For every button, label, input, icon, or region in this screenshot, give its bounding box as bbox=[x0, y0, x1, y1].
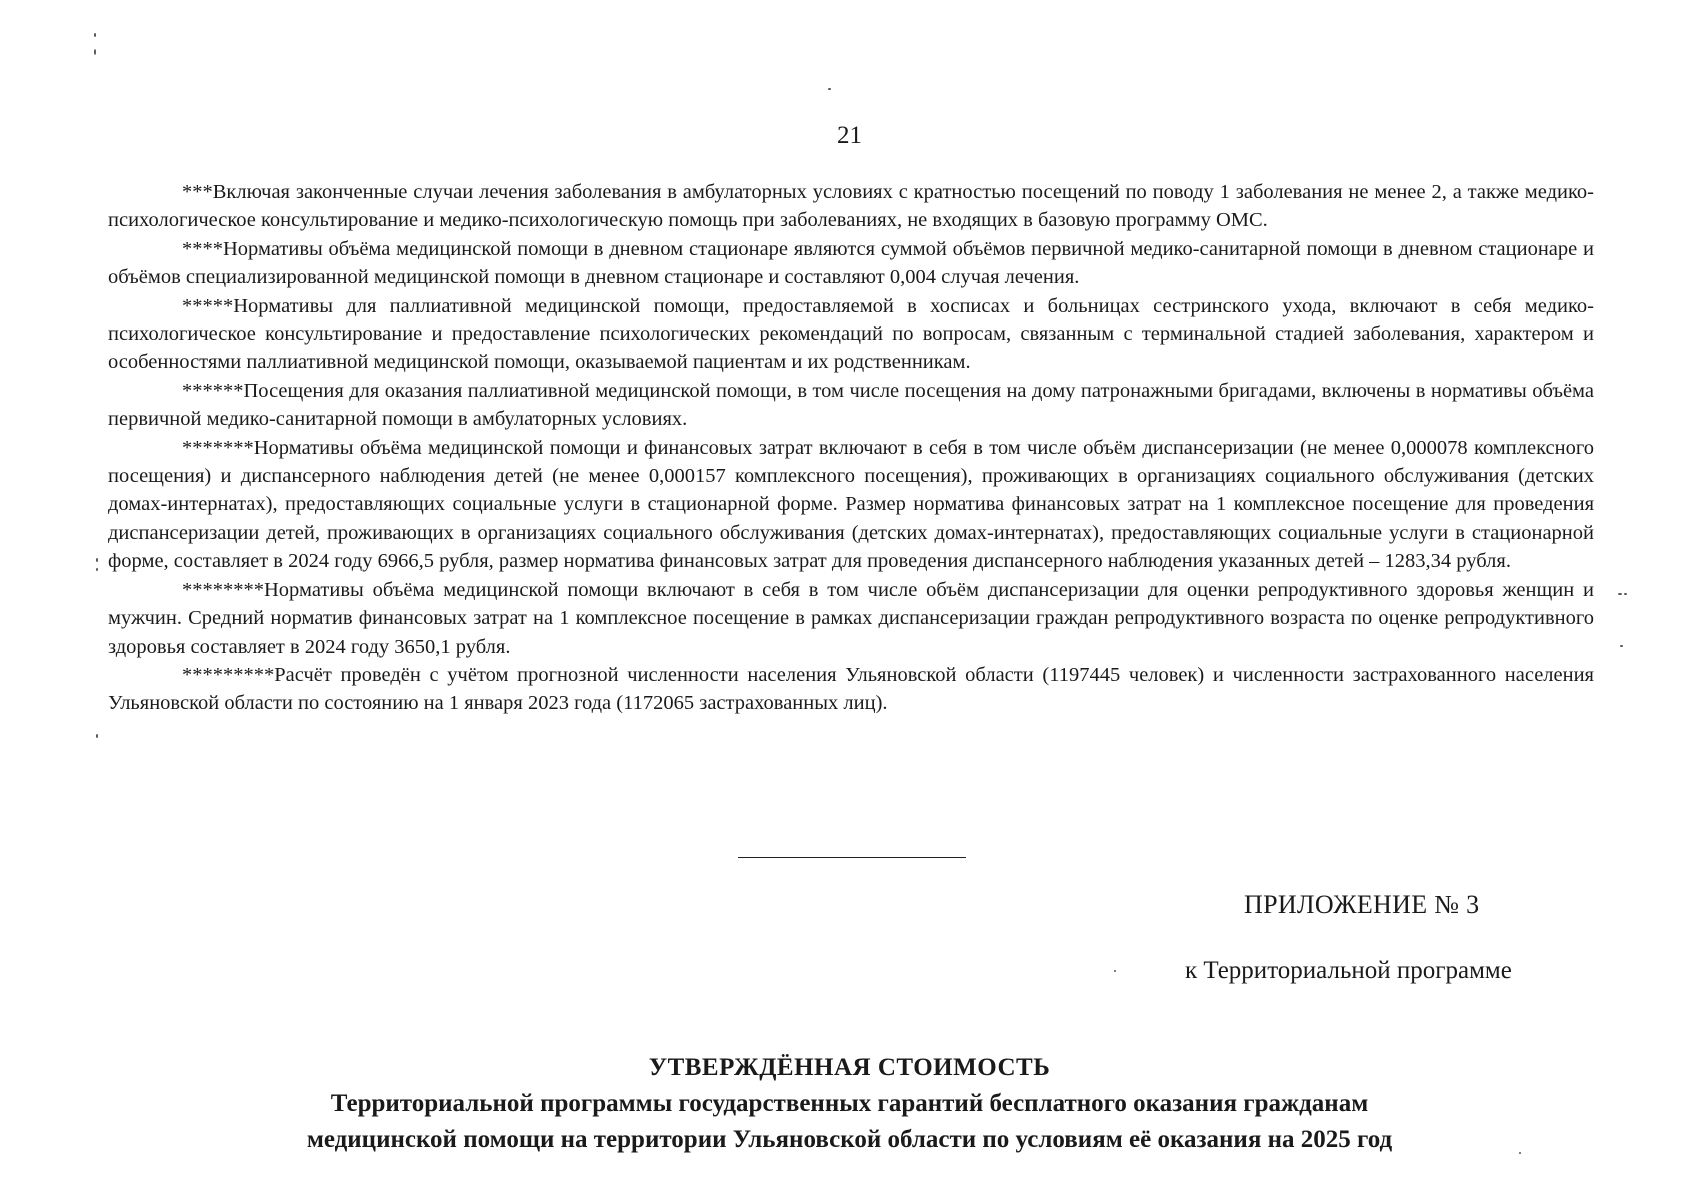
scan-speck bbox=[1618, 593, 1622, 595]
footnote-3-asterisks: ***Включая законченные случаи лечения заболевания в амбулаторных условиях с кратностью посещений по поводу 1 заболевания не менее 2, а также медико-психологическое консультирование и медико-психологическую помощь при заболеваниях, не входящих в базовую программу ОМС. bbox=[108, 181, 1594, 232]
footnote-4-asterisks: ****Нормативы объёма медицинской помощи в дневном стационаре являются суммой объёмов первичной медико-санитарной помощи в дневном стационаре и объёмов специализированной медицинской помощи в дневном стационаре и составляют 0,004 случая лечения. bbox=[108, 237, 1594, 289]
footnote-7-asterisks: *******Нормативы объёма медицинской помощи и финансовых затрат включают в себя в том числе объём диспансеризации (не менее 0,000078 комплексного посещения) и диспансерного наблюдения детей (не менее 0,000157 комплексного посещения), проживающих в организациях социального обслуживания (детских домах-интернатах), предоставляющих социальные услуги в стационарной форме. Размер норматива финансовых затрат на 1 комплексное посещение для проведения диспансеризации детей, проживающих в организациях социального обслуживания (детских домах-интернатах), предоставляющих социальные услуги в стационарной форме, составляет в 2024 году 6966,5 рубля, размер норматива финансовых затрат для проведения диспансерного наблюдения указанных детей – 1283,34 рубля. bbox=[108, 436, 1594, 573]
scan-speck bbox=[96, 568, 98, 571]
scan-speck bbox=[1624, 593, 1627, 595]
section-divider bbox=[738, 857, 966, 858]
scan-speck bbox=[94, 49, 96, 55]
scan-speck bbox=[1519, 1152, 1521, 1154]
heading-title: УТВЕРЖДЁННАЯ СТОИМОСТЬ bbox=[648, 1054, 1051, 1081]
heading-line-2: медицинской помощи на территории Ульяновской области по условиям её оказания на 2025 год bbox=[306, 1126, 1393, 1153]
footnote-8-asterisks: ********Нормативы объёма медицинской помощи включают в себя в том числе объём диспансеризации для оценки репродуктивного здоровья женщин и мужчин. Средний норматив финансовых затрат на 1 комплексное посещение в рамках диспансеризации граждан репродуктивного возраста по оценке репродуктивного здоровья составляет в 2024 году 3650,1 рубля. bbox=[108, 578, 1594, 658]
appendix-subtitle: к Территориальной программе bbox=[1185, 957, 1512, 984]
scan-speck bbox=[828, 88, 831, 90]
footnote-5-asterisks: *****Нормативы для паллиативной медицинской помощи, предоставляемой в хосписах и больницах сестринского ухода, включают в себя медико-психологическое консультирование и предоставление психологических рекомендаций по вопросам, связанным с терминальной стадией заболевания, характером и особенностями паллиативной медицинской помощи, оказываемой пациентам и их родственникам. bbox=[108, 294, 1594, 374]
scan-speck bbox=[1114, 970, 1116, 972]
footnote-9-asterisks: *********Расчёт проведён с учётом прогнозной численности населения Ульяновской области (1197445 человек) и численности застрахованного населения Ульяновской области по состоянию на 1 января 2023 года (1172065 застрахованных лиц). bbox=[108, 663, 1594, 715]
appendix-title: ПРИЛОЖЕНИЕ № 3 bbox=[1244, 890, 1480, 919]
scan-speck bbox=[94, 33, 96, 37]
page-number: 21 bbox=[837, 122, 862, 149]
footnote-6-asterisks: ******Посещения для оказания паллиативной медицинской помощи, в том числе посещения на дому патронажными бригадами, включены в нормативы объёма первичной медико-санитарной помощи в амбулаторных условиях. bbox=[108, 379, 1594, 431]
scan-speck bbox=[1620, 645, 1623, 647]
document-heading bbox=[0, 1050, 1699, 1158]
heading-line-1: Территориальной программы государственных гарантий бесплатного оказания гражданам bbox=[330, 1090, 1369, 1117]
footnotes-section bbox=[108, 178, 1594, 718]
scan-speck bbox=[96, 734, 98, 738]
scan-speck bbox=[96, 558, 98, 562]
